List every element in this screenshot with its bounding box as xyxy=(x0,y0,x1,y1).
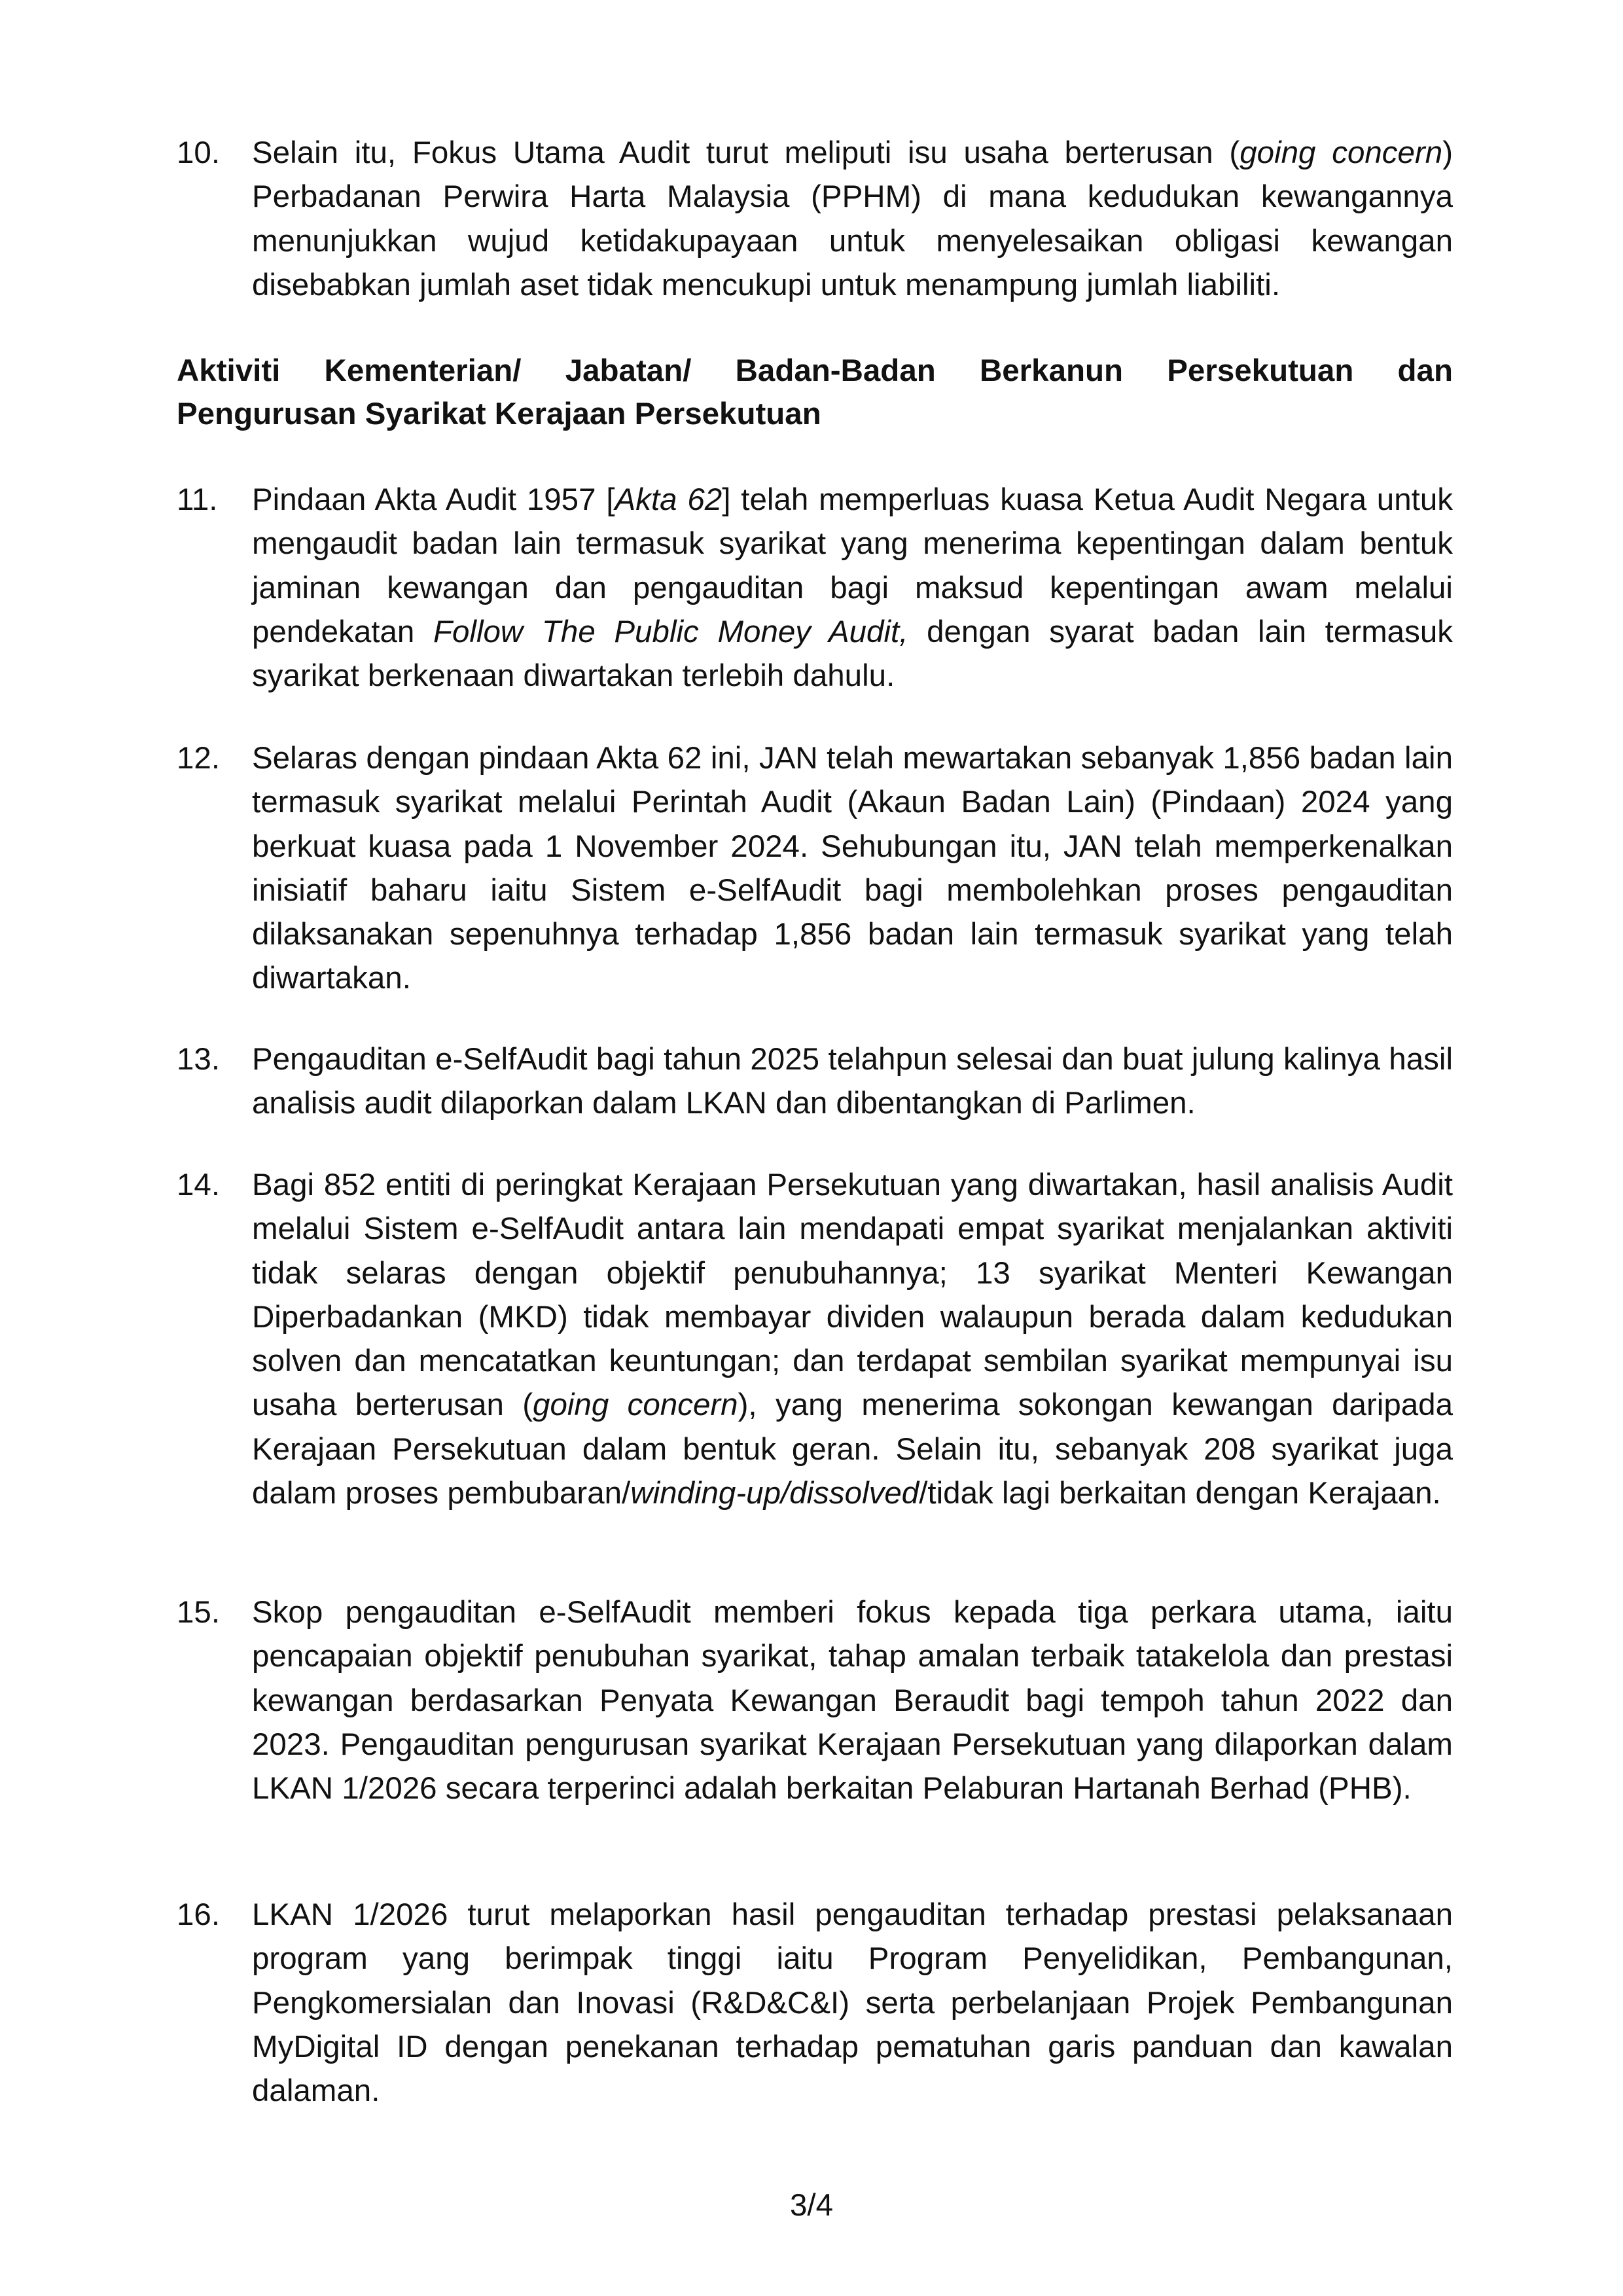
paragraph-number: 14. xyxy=(177,1168,221,1202)
section-heading-line-2: Pengurusan Syarikat Kerajaan Persekutuan xyxy=(177,397,821,431)
page-number: 3/4 xyxy=(789,2188,834,2223)
paragraph-text: Bagi 852 entiti di peringkat Kerajaan Persekutuan yang diwartakan, hasil analisis Audit melalui Sistem e-SelfAudit antara lain mendapati empat syarikat menjalankan aktiviti tidak selaras dengan objektif penubuhannya; 13 syarikat Menteri Kewangan Diperbadankan (MKD) tidak membayar dividen walaupun berada dalam kedudukan solven dan mencatatkan keuntungan; dan terdapat sembilan syarikat mempunyai isu usaha berterusan (going concern), yang menerima sokongan kewangan daripada Kerajaan Persekutuan dalam bentuk geran. Selain itu, sebanyak 208 syarikat juga dalam proses pembubaran/winding-up/dissolved/tidak lagi berkaitan dengan Kerajaan. xyxy=(252,1168,1453,1511)
paragraph-10 xyxy=(177,131,1453,307)
paragraph-13 xyxy=(177,1037,1453,1126)
section-heading-line-1: Aktiviti Kementerian/ Jabatan/ Badan-Badan Berkanun Persekutuan dan xyxy=(177,353,1453,388)
paragraph-text: Selain itu, Fokus Utama Audit turut meliputi isu usaha berterusan (going concern) Perbadanan Perwira Harta Malaysia (PPHM) di mana kedudukan kewangannya menunjukkan wujud ketidakupayaan untuk menyelesaikan obligasi kewangan disebabkan jumlah aset tidak mencukupi untuk menampung jumlah liabiliti. xyxy=(252,135,1454,302)
paragraph-text: LKAN 1/2026 turut melaporkan hasil pengauditan terhadap prestasi pelaksanaan program yang berimpak tinggi iaitu Program Penyelidikan, Pembangunan, Pengkomersialan dan Inovasi (R&D&C&I) serta perbelanjaan Projek Pembangunan MyDigital ID dengan penekanan terhadap pematuhan garis panduan dan kawalan dalaman. xyxy=(252,1897,1453,2109)
paragraph-number: 16. xyxy=(177,1897,221,1932)
paragraph-16 xyxy=(177,1893,1453,2113)
paragraph-text: Skop pengauditan e-SelfAudit memberi fokus kepada tiga perkara utama, iaitu pencapaian objektif penubuhan syarikat, tahap amalan terbaik tatakelola dan prestasi kewangan berdasarkan Penyata Kewangan Beraudit bagi tempoh tahun 2022 dan 2023. Pengauditan pengurusan syarikat Kerajaan Persekutuan yang dilaporkan dalam LKAN 1/2026 secara terperinci adalah berkaitan Pelaburan Hartanah Berhad (PHB). xyxy=(252,1595,1453,1806)
paragraph-15 xyxy=(177,1590,1453,1810)
paragraph-number: 11. xyxy=(177,482,218,517)
paragraph-11 xyxy=(177,478,1453,698)
paragraph-text: Selaras dengan pindaan Akta 62 ini, JAN telah mewartakan sebanyak 1,856 badan lain termasuk syarikat melalui Perintah Audit (Akaun Badan Lain) (Pindaan) 2024 yang berkuat kuasa pada 1 November 2024. Sehubungan itu, JAN telah memperkenalkan inisiatif baharu iaitu Sistem e-SelfAudit bagi membolehkan proses pengauditan dilaksanakan sepenuhnya terhadap 1,856 badan lain termasuk syarikat yang telah diwartakan. xyxy=(252,741,1453,996)
paragraph-number: 12. xyxy=(177,741,221,776)
paragraph-12 xyxy=(177,736,1453,1001)
paragraph-number: 15. xyxy=(177,1595,221,1630)
paragraph-number: 10. xyxy=(177,135,221,170)
paragraph-14 xyxy=(177,1163,1453,1515)
paragraph-text: Pengauditan e-SelfAudit bagi tahun 2025 telahpun selesai dan buat julung kalinya hasil analisis audit dilaporkan dalam LKAN dan dibentangkan di Parlimen. xyxy=(252,1042,1453,1121)
paragraph-text: Pindaan Akta Audit 1957 [Akta 62] telah memperluas kuasa Ketua Audit Negara untuk mengaudit badan lain termasuk syarikat yang menerima kepentingan dalam bentuk jaminan kewangan dan pengauditan bagi maksud kepentingan awam melalui pendekatan Follow The Public Money Audit, dengan syarat badan lain termasuk syarikat berkenaan diwartakan terlebih dahulu. xyxy=(252,482,1454,694)
section-heading xyxy=(177,350,1453,436)
paragraph-number: 13. xyxy=(177,1042,221,1077)
